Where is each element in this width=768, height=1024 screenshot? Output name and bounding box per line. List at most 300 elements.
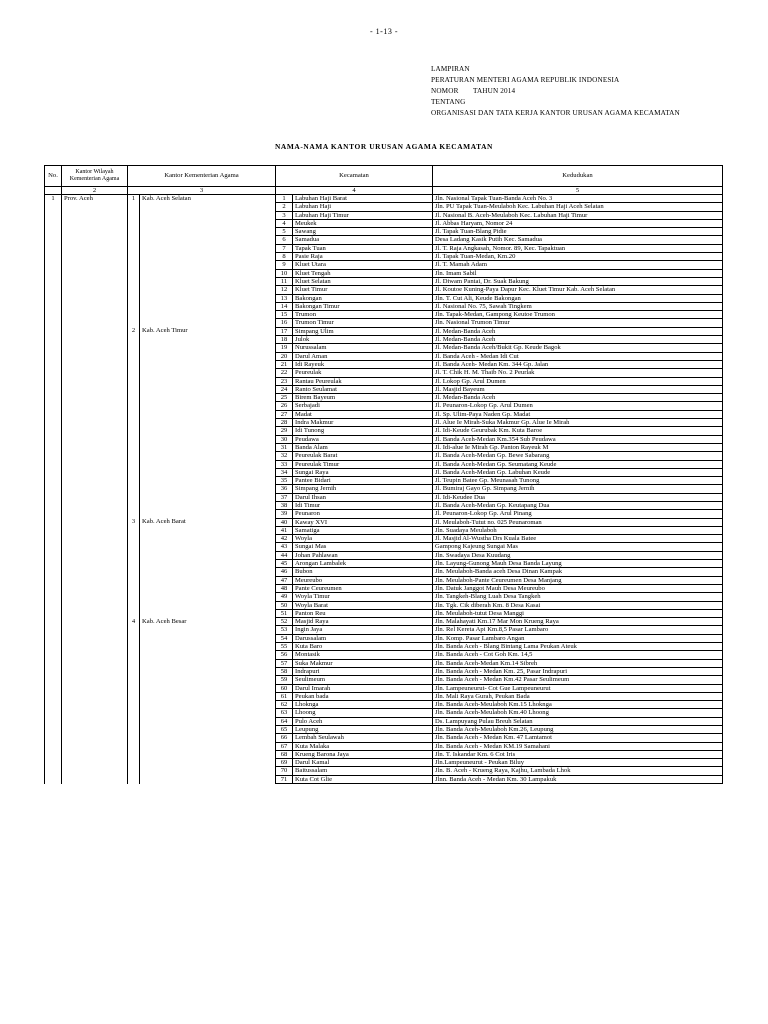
kecamatan-number-cell: 63	[276, 709, 293, 717]
province-name-cell	[62, 518, 128, 526]
kabupaten-number-cell	[128, 775, 140, 783]
kabupaten-number-cell	[128, 468, 140, 476]
kabupaten-name-cell	[140, 767, 276, 775]
kabupaten-number-cell	[128, 277, 140, 285]
table-row	[45, 385, 723, 393]
kabupaten-number-cell	[128, 709, 140, 717]
kecamatan-name-cell: Woyla Barat	[293, 601, 433, 609]
table-row	[45, 692, 723, 700]
kedudukan-cell: Jl. Masjid Bayeum	[433, 385, 723, 393]
kecamatan-name-cell: Peunaron	[293, 510, 433, 518]
province-name-cell	[62, 726, 128, 734]
province-name-cell	[62, 717, 128, 725]
kecamatan-number-cell: 54	[276, 634, 293, 642]
province-number-cell	[45, 701, 62, 709]
kecamatan-name-cell: Montasik	[293, 651, 433, 659]
kecamatan-name-cell: Darul Aman	[293, 352, 433, 360]
kabupaten-name-cell	[140, 676, 276, 684]
province-number-cell	[45, 767, 62, 775]
kabupaten-name-cell	[140, 410, 276, 418]
table-row	[45, 419, 723, 427]
province-number-cell	[45, 460, 62, 468]
province-number-cell	[45, 336, 62, 344]
col-number-4: 4	[276, 187, 433, 195]
kedudukan-cell: Jln. Tapak-Medan, Gampong Keutoe Trumon	[433, 311, 723, 319]
kabupaten-name-cell	[140, 269, 276, 277]
kabupaten-number-cell	[128, 609, 140, 617]
province-name-cell	[62, 601, 128, 609]
province-name-cell	[62, 667, 128, 675]
kabupaten-name-cell	[140, 659, 276, 667]
table-row	[45, 228, 723, 236]
kecamatan-name-cell: Meureubo	[293, 576, 433, 584]
kecamatan-name-cell: Kluet Timur	[293, 286, 433, 294]
province-number-cell	[45, 709, 62, 717]
kecamatan-number-cell: 52	[276, 618, 293, 626]
kecamatan-name-cell: Bubon	[293, 568, 433, 576]
kedudukan-cell: Jl. Diwam Pantai, Dr. Suak Bakung	[433, 277, 723, 285]
header-nomor-label: NOMOR	[431, 87, 459, 95]
kabupaten-number-cell	[128, 244, 140, 252]
province-number-cell	[45, 609, 62, 617]
kecamatan-name-cell: Birem Bayeum	[293, 394, 433, 402]
kecamatan-number-cell: 67	[276, 742, 293, 750]
kabupaten-number-cell	[128, 261, 140, 269]
province-name-cell	[62, 344, 128, 352]
province-name-cell	[62, 767, 128, 775]
kabupaten-number-cell	[128, 410, 140, 418]
kabupaten-name-cell: Kab. Aceh Besar	[140, 618, 276, 626]
kedudukan-cell: Jln. Banda Aceh-Meulaboh Km.40 Lhoong	[433, 709, 723, 717]
province-number-cell: 1	[45, 195, 62, 203]
kedudukan-cell: Jl. Meulaboh-Tutut no. 025 Peunaroman	[433, 518, 723, 526]
table-row	[45, 394, 723, 402]
table-row	[45, 510, 723, 518]
table-row	[45, 327, 723, 335]
kabupaten-number-cell	[128, 626, 140, 634]
table-row	[45, 568, 723, 576]
kabupaten-number-cell	[128, 593, 140, 601]
kabupaten-name-cell	[140, 477, 276, 485]
kedudukan-cell: Desa Ladang Kasik Putih Kec. Samadua	[433, 236, 723, 244]
kecamatan-number-cell: 21	[276, 360, 293, 368]
province-name-cell	[62, 759, 128, 767]
kedudukan-cell: Jln. Nasional Tapak Tuan-Banda Aceh No. 3	[433, 195, 723, 203]
kecamatan-name-cell: Darul Imarah	[293, 684, 433, 692]
kecamatan-number-cell: 11	[276, 277, 293, 285]
kabupaten-number-cell	[128, 269, 140, 277]
kabupaten-number-cell	[128, 692, 140, 700]
province-number-cell	[45, 742, 62, 750]
kecamatan-name-cell: Simpang Ulim	[293, 327, 433, 335]
table-row	[45, 219, 723, 227]
province-name-cell	[62, 219, 128, 227]
table-row	[45, 543, 723, 551]
province-name-cell	[62, 327, 128, 335]
kabupaten-name-cell	[140, 526, 276, 534]
kecamatan-name-cell: Sungai Raya	[293, 468, 433, 476]
kecamatan-name-cell: Suka Makmur	[293, 659, 433, 667]
kabupaten-number-cell	[128, 443, 140, 451]
province-name-cell	[62, 286, 128, 294]
table-row	[45, 253, 723, 261]
province-number-cell	[45, 477, 62, 485]
header-nomor	[431, 86, 680, 97]
kabupaten-number-cell	[128, 684, 140, 692]
kecamatan-number-cell: 33	[276, 460, 293, 468]
table-row	[45, 584, 723, 592]
kabupaten-name-cell	[140, 568, 276, 576]
table-row	[45, 493, 723, 501]
table-row	[45, 443, 723, 451]
kecamatan-number-cell: 60	[276, 684, 293, 692]
kabupaten-number-cell	[128, 211, 140, 219]
kecamatan-number-cell: 70	[276, 767, 293, 775]
kabupaten-name-cell	[140, 319, 276, 327]
province-name-cell	[62, 551, 128, 559]
province-name-cell	[62, 311, 128, 319]
kedudukan-cell: Jl. Nasional No. 75, Sawah Tingkem	[433, 302, 723, 310]
kecamatan-number-cell: 23	[276, 377, 293, 385]
kecamatan-number-cell: 49	[276, 593, 293, 601]
kabupaten-name-cell	[140, 593, 276, 601]
kecamatan-number-cell: 6	[276, 236, 293, 244]
kabupaten-name-cell: Kab. Aceh Selatan	[140, 195, 276, 203]
province-name-cell	[62, 501, 128, 509]
province-number-cell	[45, 419, 62, 427]
table-row	[45, 775, 723, 783]
kecamatan-name-cell: Lhoong	[293, 709, 433, 717]
kecamatan-name-cell: Serbajadi	[293, 402, 433, 410]
kabupaten-name-cell	[140, 667, 276, 675]
province-name-cell	[62, 302, 128, 310]
kecamatan-name-cell: Tapak Tuan	[293, 244, 433, 252]
kabupaten-name-cell	[140, 501, 276, 509]
header-lampiran: LAMPIRAN	[431, 65, 470, 73]
kabupaten-number-cell	[128, 634, 140, 642]
province-number-cell	[45, 493, 62, 501]
kedudukan-cell: Jl. Alue Ie Mirah-Suka Makmur Gp. Alue Ie Mirah	[433, 419, 723, 427]
document-title: NAMA-NAMA KANTOR URUSAN AGAMA KECAMATAN	[274, 142, 493, 151]
province-name-cell	[62, 626, 128, 634]
kabupaten-name-cell	[140, 742, 276, 750]
table-row	[45, 360, 723, 368]
kecamatan-name-cell: Woyla	[293, 535, 433, 543]
kabupaten-name-cell	[140, 228, 276, 236]
kabupaten-number-cell	[128, 219, 140, 227]
kecamatan-number-cell: 20	[276, 352, 293, 360]
kabupaten-number-cell	[128, 419, 140, 427]
kecamatan-name-cell: Baitussalam	[293, 767, 433, 775]
kecamatan-name-cell: Peureulak	[293, 369, 433, 377]
province-number-cell	[45, 684, 62, 692]
province-number-cell	[45, 535, 62, 543]
kecamatan-number-cell: 29	[276, 427, 293, 435]
kabupaten-number-cell: 1	[128, 195, 140, 203]
kedudukan-cell: Jl. Bumiraj Gayo Gp. Simpang Jernih	[433, 485, 723, 493]
table-row	[45, 518, 723, 526]
kedudukan-cell: Jl. Teupin Batee Gp. Meunasah Tunong	[433, 477, 723, 485]
province-name-cell	[62, 643, 128, 651]
kabupaten-name-cell	[140, 485, 276, 493]
kabupaten-number-cell	[128, 336, 140, 344]
kabupaten-number-cell	[128, 286, 140, 294]
kabupaten-number-cell	[128, 601, 140, 609]
table-row	[45, 750, 723, 758]
table-row	[45, 601, 723, 609]
kedudukan-cell: Jln. Imam Sabil	[433, 269, 723, 277]
province-name-cell	[62, 651, 128, 659]
kecamatan-name-cell: Panton Reu	[293, 609, 433, 617]
province-number-cell	[45, 261, 62, 269]
kecamatan-number-cell: 7	[276, 244, 293, 252]
kecamatan-number-cell: 10	[276, 269, 293, 277]
kabupaten-number-cell	[128, 576, 140, 584]
kabupaten-name-cell	[140, 560, 276, 568]
table-row	[45, 277, 723, 285]
table-row	[45, 535, 723, 543]
kecamatan-name-cell: Darul Kamal	[293, 759, 433, 767]
province-name-cell	[62, 526, 128, 534]
kecamatan-name-cell: Kluet Utara	[293, 261, 433, 269]
province-name-cell	[62, 576, 128, 584]
province-number-cell	[45, 468, 62, 476]
kabupaten-number-cell	[128, 402, 140, 410]
table-row	[45, 717, 723, 725]
kecamatan-number-cell: 8	[276, 253, 293, 261]
kecamatan-name-cell: Kluet Selatan	[293, 277, 433, 285]
province-number-cell	[45, 576, 62, 584]
province-number-cell	[45, 543, 62, 551]
kabupaten-number-cell	[128, 203, 140, 211]
province-name-cell	[62, 634, 128, 642]
kecamatan-number-cell: 35	[276, 477, 293, 485]
province-number-cell	[45, 311, 62, 319]
table-row	[45, 369, 723, 377]
kecamatan-name-cell: Bakongan Timur	[293, 302, 433, 310]
table-row	[45, 261, 723, 269]
table-row	[45, 211, 723, 219]
kabupaten-number-cell	[128, 460, 140, 468]
kecamatan-name-cell: Trumon Timur	[293, 319, 433, 327]
province-name-cell	[62, 709, 128, 717]
kecamatan-name-cell: Madat	[293, 410, 433, 418]
header-subject: ORGANISASI DAN TATA KERJA KANTOR URUSAN AGAMA KECAMATAN	[431, 109, 680, 117]
kedudukan-cell: Jln. Meulaboh-Banda aceh Desa Dinan Kampak	[433, 568, 723, 576]
kabupaten-name-cell	[140, 726, 276, 734]
kecamatan-name-cell: Indrapuri	[293, 667, 433, 675]
kabupaten-name-cell	[140, 684, 276, 692]
province-number-cell	[45, 253, 62, 261]
table-row	[45, 643, 723, 651]
kabupaten-number-cell	[128, 385, 140, 393]
kecamatan-number-cell: 55	[276, 643, 293, 651]
kabupaten-number-cell	[128, 319, 140, 327]
table-row	[45, 651, 723, 659]
province-name-cell	[62, 419, 128, 427]
kabupaten-number-cell	[128, 360, 140, 368]
kabupaten-number-cell	[128, 742, 140, 750]
kabupaten-number-cell	[128, 643, 140, 651]
kecamatan-name-cell: Kuta Malaka	[293, 742, 433, 750]
kedudukan-cell: Jl. Idi-Keudee Dua	[433, 493, 723, 501]
table-row	[45, 734, 723, 742]
table-row	[45, 352, 723, 360]
kabupaten-name-cell	[140, 377, 276, 385]
table-row	[45, 286, 723, 294]
kabupaten-name-cell	[140, 584, 276, 592]
kecamatan-number-cell: 43	[276, 543, 293, 551]
table-body	[45, 195, 723, 784]
province-name-cell	[62, 593, 128, 601]
province-name-cell	[62, 609, 128, 617]
kabupaten-name-cell	[140, 385, 276, 393]
kedudukan-cell: Jln. B. Aceh - Krueng Raya, Kajhu, Lambada Lhok	[433, 767, 723, 775]
kedudukan-cell: Jln. Banda Aceh - Medan KM.19 Samahani	[433, 742, 723, 750]
kedudukan-cell: Jln. Mali Raya Gurah, Peukan Bada	[433, 692, 723, 700]
kecamatan-number-cell: 22	[276, 369, 293, 377]
kabupaten-number-cell	[128, 427, 140, 435]
kecamatan-name-cell: Sawang	[293, 228, 433, 236]
province-name-cell: Prov. Aceh	[62, 195, 128, 203]
province-number-cell	[45, 452, 62, 460]
kabupaten-name-cell	[140, 294, 276, 302]
kedudukan-cell: Jln. PU Tapak Tuan-Meulaboh Kec. Labuhan Haji Aceh Selatan	[433, 203, 723, 211]
province-name-cell	[62, 485, 128, 493]
kecamatan-name-cell: Idi Rayeuk	[293, 360, 433, 368]
province-name-cell	[62, 684, 128, 692]
kecamatan-name-cell: Banda Alam	[293, 443, 433, 451]
kabupaten-name-cell	[140, 460, 276, 468]
kabupaten-number-cell	[128, 477, 140, 485]
kecamatan-number-cell: 28	[276, 419, 293, 427]
kecamatan-number-cell: 3	[276, 211, 293, 219]
kecamatan-number-cell: 12	[276, 286, 293, 294]
province-number-cell	[45, 634, 62, 642]
kecamatan-number-cell: 65	[276, 726, 293, 734]
kedudukan-cell: Jl. Lokop Gp. Arul Dumen	[433, 377, 723, 385]
kabupaten-number-cell	[128, 568, 140, 576]
kabupaten-name-cell	[140, 634, 276, 642]
kabupaten-number-cell	[128, 501, 140, 509]
province-number-cell	[45, 402, 62, 410]
kedudukan-cell: Jl. Koutoe Kuning-Paya Dapur Kec. Kluet Timur Kab. Aceh Selatan	[433, 286, 723, 294]
table-row	[45, 742, 723, 750]
table-row	[45, 659, 723, 667]
province-number-cell	[45, 319, 62, 327]
kecamatan-name-cell: Indra Makmur	[293, 419, 433, 427]
table-row	[45, 551, 723, 559]
province-number-cell	[45, 244, 62, 252]
kecamatan-number-cell: 64	[276, 717, 293, 725]
kedudukan-cell: Jl. Medan-Banda Aceh	[433, 394, 723, 402]
kecamatan-number-cell: 34	[276, 468, 293, 476]
table-row	[45, 319, 723, 327]
province-number-cell	[45, 501, 62, 509]
kedudukan-cell: Jln. Swadaya Desa Kuudang	[433, 551, 723, 559]
kedudukan-cell: Jl. T. Raja Angkasah, Nomor. 89, Kec. Tapaktuan	[433, 244, 723, 252]
kedudukan-cell: Jl. Peunaron-Lokop Gp. Arul Pinang	[433, 510, 723, 518]
kabupaten-number-cell	[128, 352, 140, 360]
province-name-cell	[62, 427, 128, 435]
kecamatan-name-cell: Pantee Bidari	[293, 477, 433, 485]
province-number-cell	[45, 286, 62, 294]
kabupaten-number-cell	[128, 767, 140, 775]
kedudukan-cell: Jln. T. Iskandar Km. 6 Cot Iris	[433, 750, 723, 758]
province-name-cell	[62, 618, 128, 626]
kabupaten-name-cell	[140, 468, 276, 476]
kabupaten-name-cell	[140, 701, 276, 709]
kabupaten-name-cell	[140, 352, 276, 360]
kedudukan-cell: Jl. Banda Aceh-Medan Km.354 Sub Peudawa	[433, 435, 723, 443]
table-row	[45, 236, 723, 244]
table-row	[45, 609, 723, 617]
kabupaten-number-cell	[128, 560, 140, 568]
kecamatan-name-cell: Peureulak Timur	[293, 460, 433, 468]
kedudukan-cell: Ds. Lampuyang Pulau Breuh Selatan	[433, 717, 723, 725]
province-number-cell	[45, 626, 62, 634]
kabupaten-name-cell	[140, 302, 276, 310]
kecamatan-name-cell: Masjid Raya	[293, 618, 433, 626]
kabupaten-name-cell	[140, 244, 276, 252]
table-row	[45, 452, 723, 460]
province-name-cell	[62, 228, 128, 236]
province-name-cell	[62, 775, 128, 783]
kedudukan-cell: Jl. Banda Aceh-Medan Gp. Keutapang Dua	[433, 501, 723, 509]
kedudukan-cell: Jl. Abbas Haryam, Nomor 24	[433, 219, 723, 227]
kecamatan-number-cell: 71	[276, 775, 293, 783]
province-number-cell	[45, 352, 62, 360]
province-name-cell	[62, 692, 128, 700]
kedudukan-cell: Jln. Banda Aceh - Medan Km.42 Pasar Seulimeum	[433, 676, 723, 684]
province-name-cell	[62, 510, 128, 518]
kedudukan-cell: Jl. Idi-Keude Geurubak Km. Kuta Baroe	[433, 427, 723, 435]
kabupaten-number-cell	[128, 717, 140, 725]
province-name-cell	[62, 750, 128, 758]
col-header-kecamatan: Kecamatan	[276, 166, 433, 187]
kabupaten-name-cell	[140, 535, 276, 543]
province-name-cell	[62, 336, 128, 344]
province-name-cell	[62, 294, 128, 302]
kecamatan-number-cell: 36	[276, 485, 293, 493]
province-name-cell	[62, 742, 128, 750]
kedudukan-cell: Jl. T. Chik H. M. Thaib No. 2 Peurlak	[433, 369, 723, 377]
kabupaten-name-cell	[140, 643, 276, 651]
kabupaten-number-cell	[128, 394, 140, 402]
province-name-cell	[62, 452, 128, 460]
province-name-cell	[62, 410, 128, 418]
kabupaten-name-cell	[140, 311, 276, 319]
kedudukan-cell: Jln. T. Cut Ali, Keude Bakongan	[433, 294, 723, 302]
province-name-cell	[62, 394, 128, 402]
kedudukan-cell: Jl. Medan-Banda Aceh	[433, 327, 723, 335]
province-number-cell	[45, 775, 62, 783]
province-name-cell	[62, 477, 128, 485]
kedudukan-cell: Jln. Malahayati Km.17 Mar Mon Krueng Raya	[433, 618, 723, 626]
table-row	[45, 684, 723, 692]
kabupaten-number-cell	[128, 452, 140, 460]
kecamatan-name-cell: Krueng Barona Jaya	[293, 750, 433, 758]
province-name-cell	[62, 385, 128, 393]
province-number-cell	[45, 643, 62, 651]
kecamatan-name-cell: Labuhan Haji Timur	[293, 211, 433, 219]
province-number-cell	[45, 601, 62, 609]
province-number-cell	[45, 269, 62, 277]
kecamatan-number-cell: 2	[276, 203, 293, 211]
kabupaten-number-cell	[128, 726, 140, 734]
kabupaten-number-cell	[128, 543, 140, 551]
kecamatan-number-cell: 48	[276, 584, 293, 592]
